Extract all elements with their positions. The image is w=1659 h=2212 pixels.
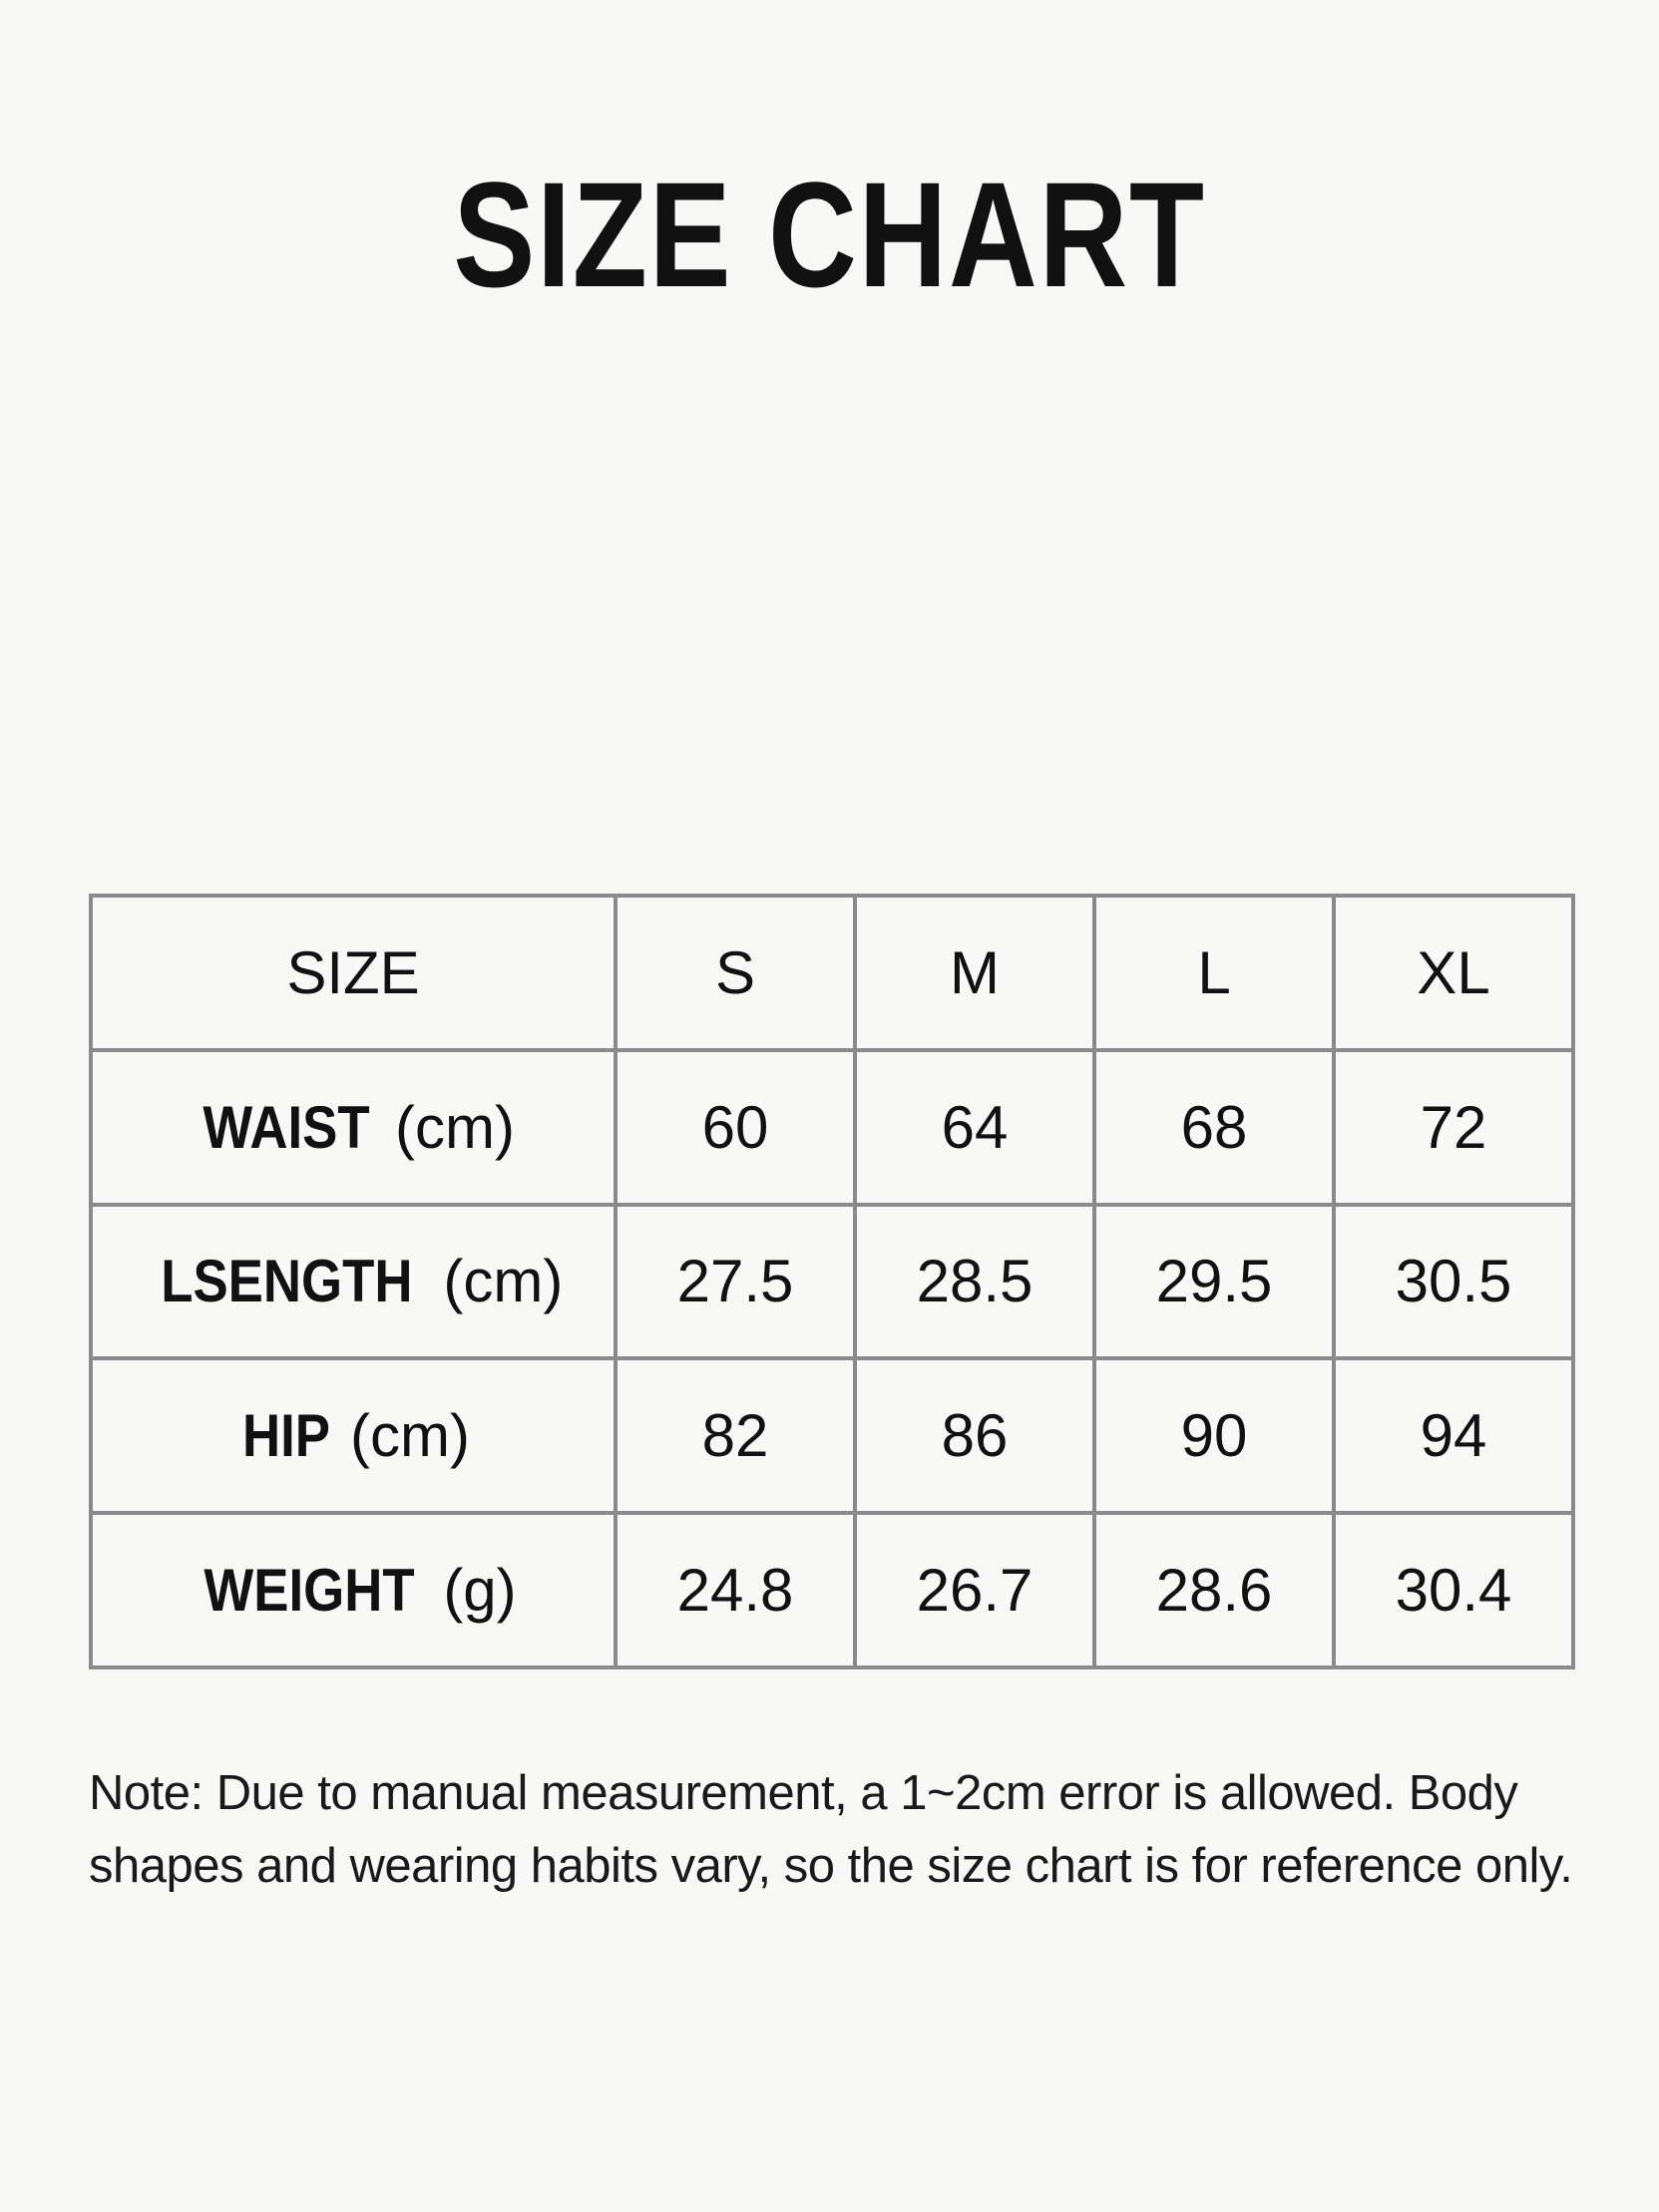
table-cell: 24.8 [616, 1513, 855, 1667]
table-row-waist [91, 1050, 1573, 1205]
table-cell: 28.6 [1094, 1513, 1334, 1667]
page-title: SIZE CHART [453, 151, 1206, 318]
row-name: WEIGHT [204, 1557, 415, 1625]
row-name: WAIST [203, 1093, 370, 1161]
row-label-waist [91, 1050, 616, 1205]
size-chart-table [89, 894, 1575, 1669]
measurement-note: Note: Due to manual measurement, a 1~2cm error is allowed. Body shapes and wearing habits vary, so the size chart is for reference only. [89, 1766, 1573, 1893]
row-label-weight [91, 1513, 616, 1667]
row-name: LSENGTH [160, 1248, 413, 1315]
table-cell: 60 [616, 1050, 855, 1205]
table-cell: 29.5 [1094, 1205, 1334, 1359]
row-unit: (g) [443, 1557, 517, 1625]
row-unit: (cm) [350, 1402, 470, 1470]
table-row-length [91, 1205, 1573, 1359]
table-cell: 28.5 [855, 1205, 1094, 1359]
row-label-length [91, 1205, 616, 1359]
table-cell: 30.4 [1334, 1513, 1573, 1667]
row-name: HIP [242, 1402, 331, 1470]
table-header-row [91, 896, 1573, 1050]
row-unit: (cm) [443, 1248, 564, 1315]
table-cell: 26.7 [855, 1513, 1094, 1667]
table-cell: 82 [616, 1358, 855, 1513]
table-cell: 30.5 [1334, 1205, 1573, 1359]
table-cell: 64 [855, 1050, 1094, 1205]
table-row-weight [91, 1513, 1573, 1667]
size-m-header: M [855, 896, 1094, 1050]
table-cell: 27.5 [616, 1205, 855, 1359]
row-unit: (cm) [395, 1093, 515, 1161]
table-cell: 72 [1334, 1050, 1573, 1205]
size-header-cell: SIZE [91, 896, 616, 1050]
table-cell: 94 [1334, 1358, 1573, 1513]
size-l-header: L [1094, 896, 1334, 1050]
table-row-hip [91, 1358, 1573, 1513]
size-xl-header: XL [1334, 896, 1573, 1050]
table-cell: 86 [855, 1358, 1094, 1513]
table-cell: 90 [1094, 1358, 1334, 1513]
row-label-hip [91, 1358, 616, 1513]
size-s-header: S [616, 896, 855, 1050]
table-cell: 68 [1094, 1050, 1334, 1205]
